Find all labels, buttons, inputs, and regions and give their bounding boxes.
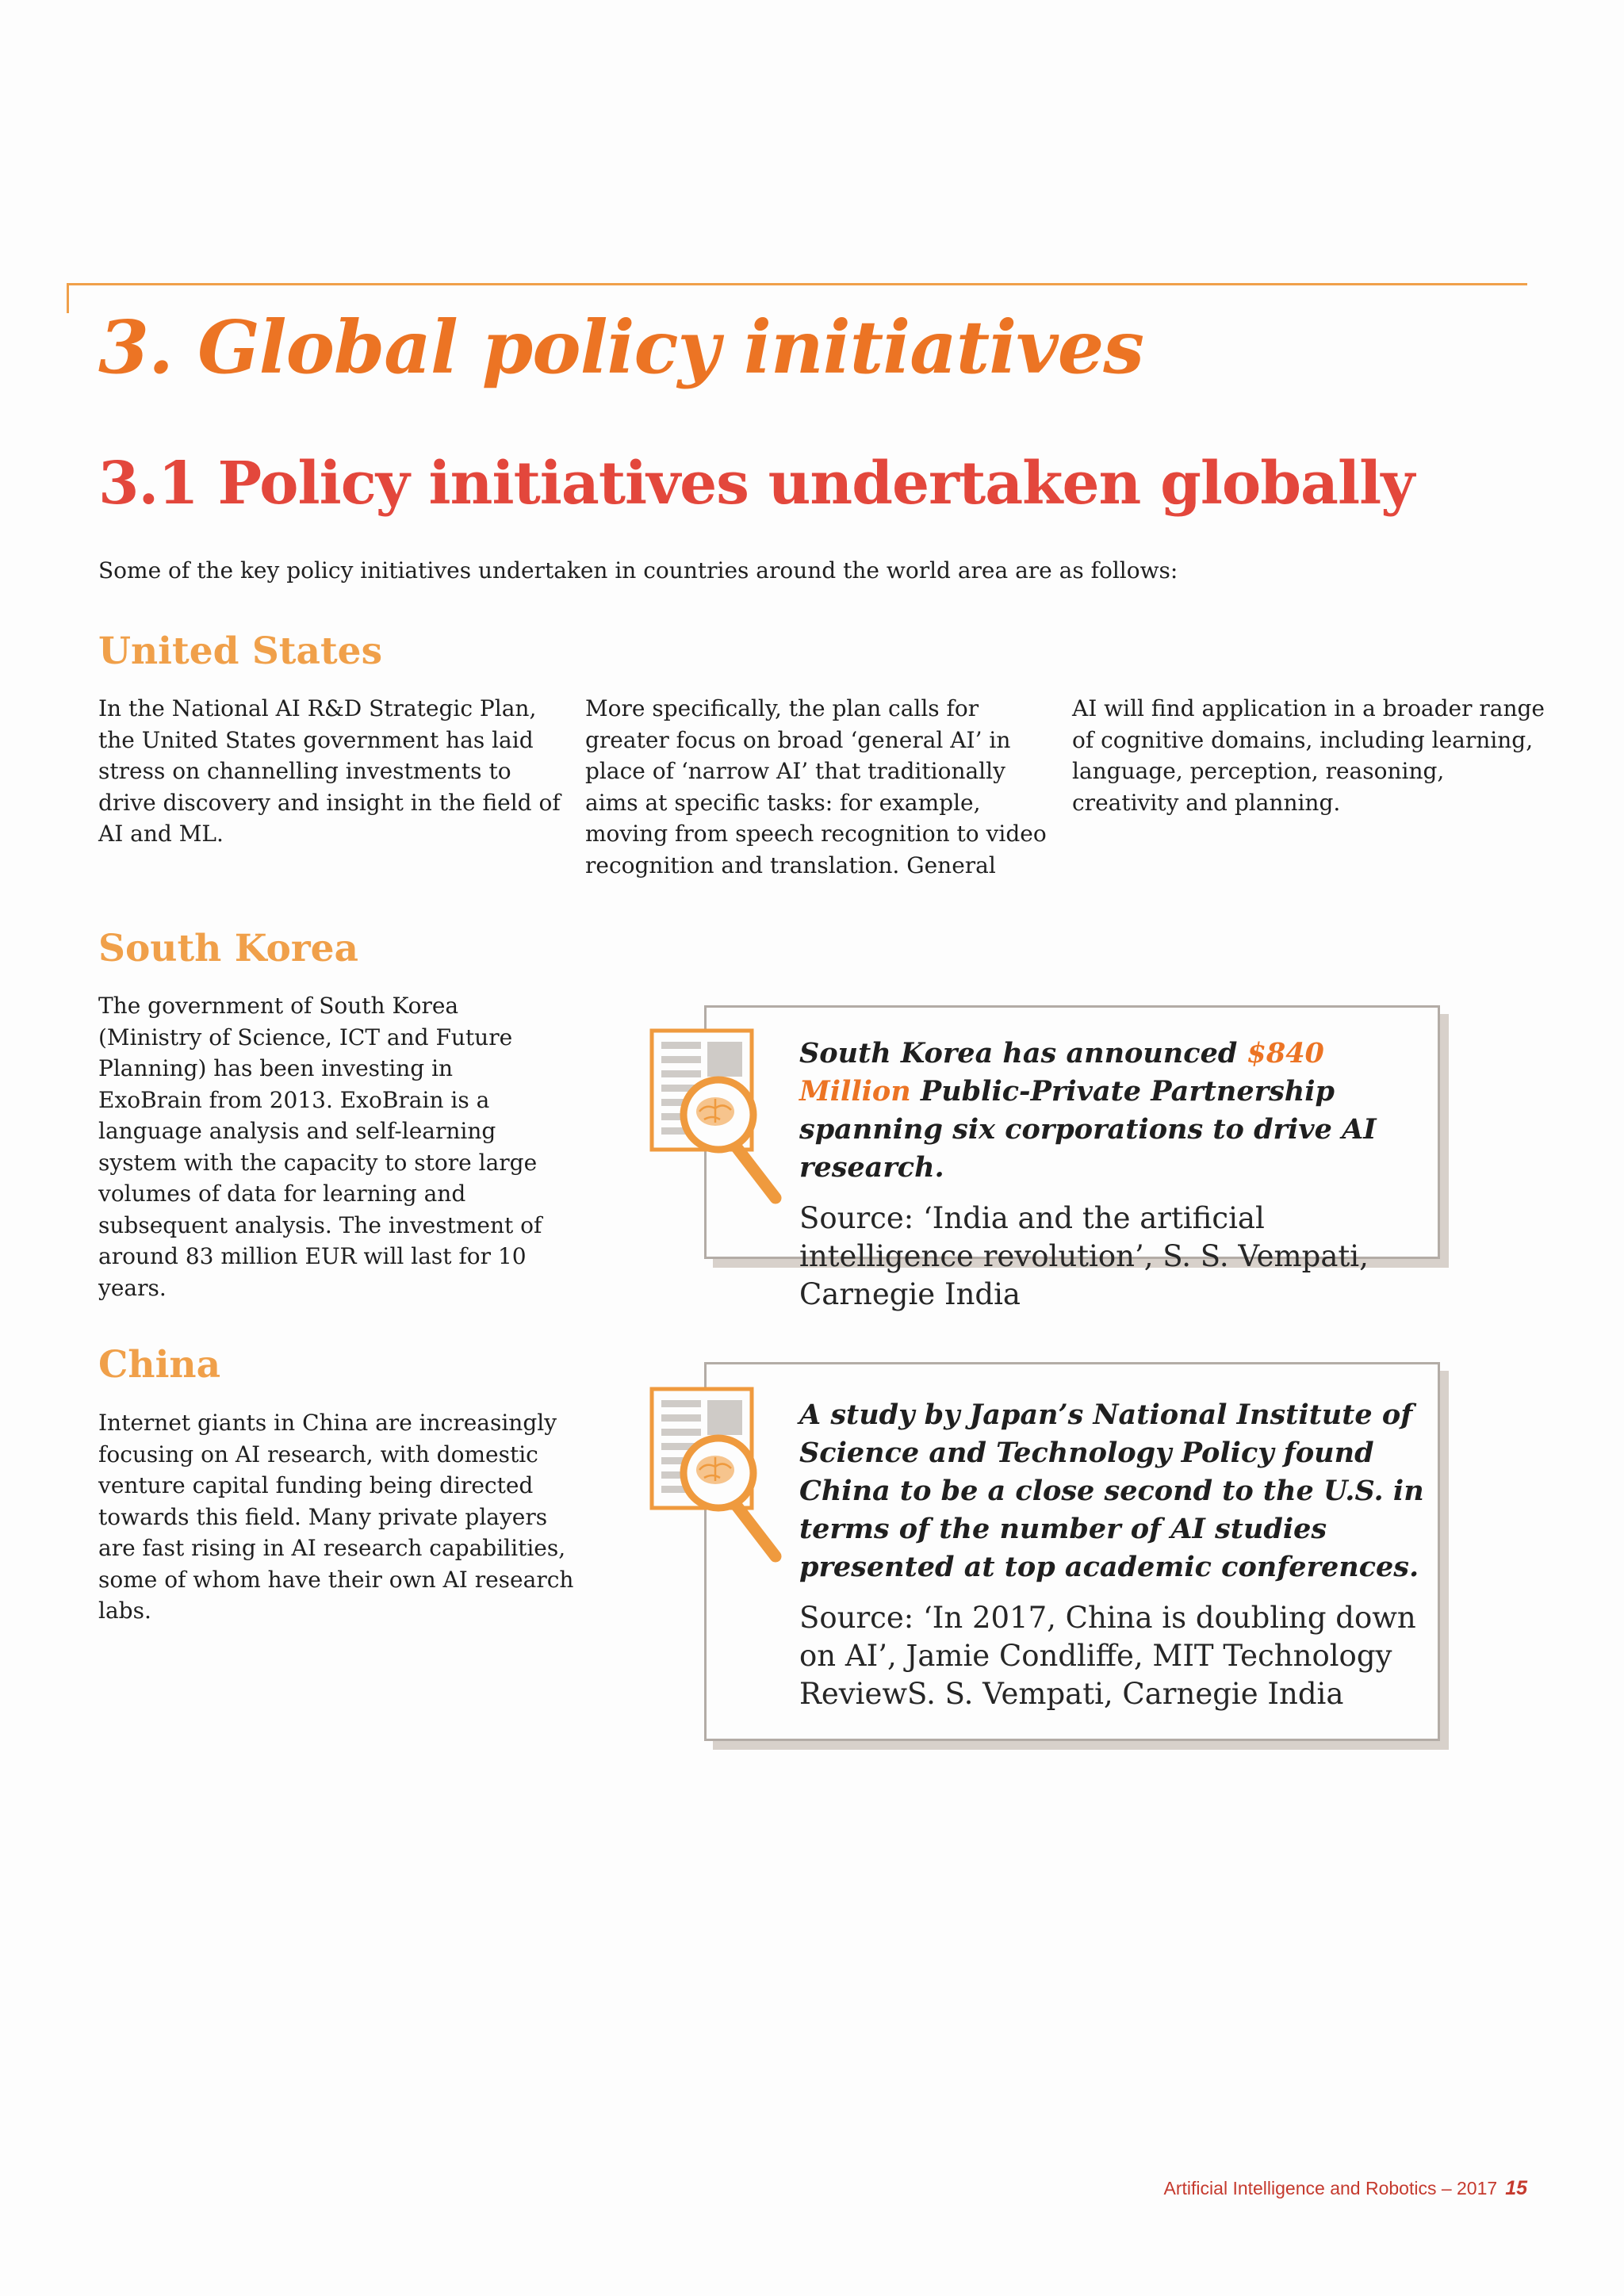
quote-highlight-amount: $840 Million	[799, 1037, 1324, 1108]
heading-china: China	[98, 1343, 221, 1387]
us-text-col2: More specifically, the plan calls for greater focus on broad ‘general AI’ in place of ‘narrow AI’ that traditionally aims at specific tasks: for example, moving from speech recognition to video recognition and translation. General	[585, 695, 1047, 878]
section-title: 3.1 Policy initiatives undertaken globally	[98, 450, 1415, 518]
china-text: Internet giants in China are increasingly focusing on AI research, with domestic venture capital funding being directed towards this field. Many private players are fast rising in AI research capabilities, some of whom have their own AI research labs.	[98, 1410, 574, 1624]
south-korea-callout	[704, 1005, 1440, 1311]
south-korea-callout-source: Source: ‘India and the artificial intelligence revolution’, S. S. Vempati, Carnegie India	[799, 1201, 1369, 1311]
south-korea-callout-content	[799, 1035, 1418, 1314]
document-magnifier-brain-icon	[649, 1027, 807, 1221]
page-title: 3. Global policy initiatives	[98, 304, 1144, 390]
us-text-col3: AI will find application in a broader range of cognitive domains, including learning, language, perception, reasoning, creativity and planning.	[1072, 695, 1545, 816]
page-footer	[1164, 2172, 1527, 2204]
south-korea-callout-quote	[799, 1035, 1418, 1187]
footer-title: Artificial Intelligence and Robotics – 2017	[1163, 2178, 1498, 2198]
china-callout	[704, 1362, 1440, 1741]
document-magnifier-brain-icon	[649, 1386, 807, 1579]
top-rule-corner	[67, 283, 69, 313]
us-text-col1: In the National AI R&D Strategic Plan, the United States government has laid stress on channelling investments to drive discovery and insight in the field of AI and ML.	[98, 695, 561, 847]
china-callout-source: Source: ‘In 2017, China is doubling down on AI’, Jamie Condliffe, MIT Technology ReviewS. S. Vempati, Carnegie India	[799, 1601, 1416, 1711]
south-korea-text: The government of South Korea (Ministry of Science, ICT and Future Planning) has been investing in ExoBrain from 2013. ExoBrain is a language analysis and self-learning system with the capacity to store large volumes of data for learning and subsequent analysis. The investment of around 83 million EUR will last for 10 years.	[98, 993, 542, 1301]
page-number: 15	[1505, 2177, 1527, 2199]
quote-text-rest: Public-Private Partnership spanning six corporations to drive AI research.	[799, 1075, 1377, 1184]
quote-text: South Korea has announced	[799, 1037, 1247, 1070]
intro-paragraph: Some of the key policy initiatives undertaken in countries around the world area are as follows:	[98, 557, 1178, 584]
china-callout-content	[799, 1396, 1426, 1713]
heading-south-korea: South Korea	[98, 927, 358, 970]
top-rule	[67, 283, 1527, 285]
china-callout-quote: A study by Japan’s National Institute of Science and Technology Policy found China to be a close second to the U.S. in terms of the number of AI studies presented at top academic conferences.	[799, 1399, 1424, 1583]
heading-united-states: United States	[98, 629, 383, 673]
